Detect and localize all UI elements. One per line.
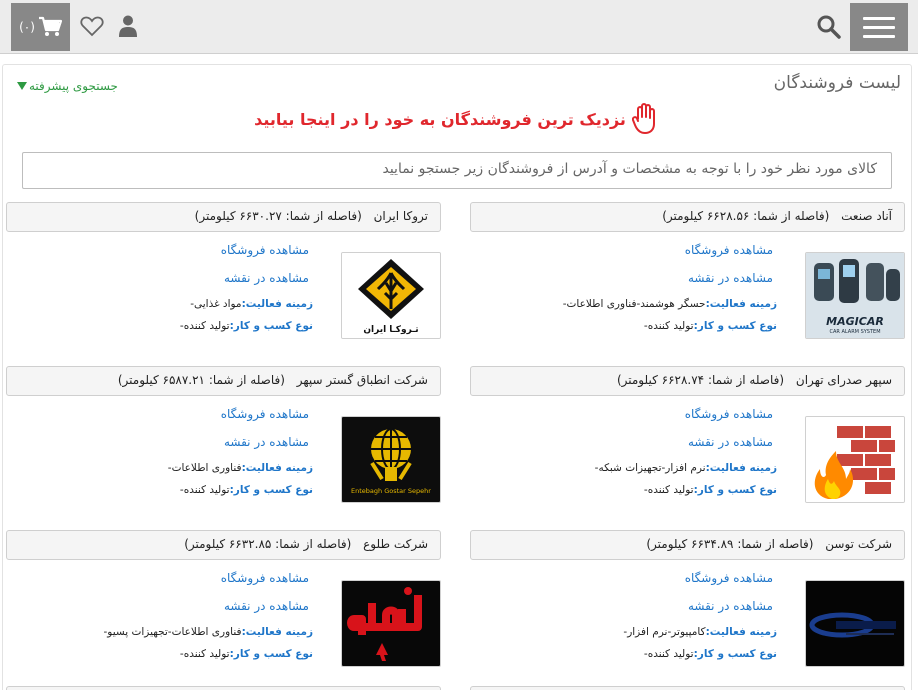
field-value: فناوری اطلاعات-: [167, 462, 242, 474]
field-value: حسگر هوشمند-فناوری اطلاعات-: [562, 298, 706, 310]
view-store-link[interactable]: مشاهده فروشگاه: [220, 571, 309, 585]
view-on-map-link[interactable]: مشاهده در نقشه: [687, 599, 773, 613]
business-label: نوع کسب و کار:: [229, 484, 313, 496]
seller-search-input[interactable]: کالای مورد نظر خود را با توجه به مشخصات و آدرس از فروشندگان زیر جستجو نمایید: [22, 152, 892, 189]
store-distance: (فاصله از شما: ۶۶۲۸.۵۶ کیلومتر): [662, 209, 830, 223]
store-logo-magicar[interactable]: [805, 252, 905, 339]
business-value: تولید کننده-: [643, 648, 694, 660]
store-distance: (فاصله از شما: ۶۶۳۲.۸۵ کیلومتر): [184, 537, 352, 551]
field-label: زمینه فعالیت:: [705, 298, 777, 310]
caret-down-icon: [17, 82, 27, 90]
store-distance: (فاصله از شما: ۶۶۳۴.۸۹ کیلومتر): [646, 537, 814, 551]
business-label: نوع کسب و کار:: [693, 648, 777, 660]
menu-line: [863, 17, 895, 20]
entebagh-logo-text: Entebagh Gostar Sepehr: [351, 487, 431, 495]
business-label: نوع کسب و کار:: [693, 484, 777, 496]
store-header[interactable]: [470, 366, 905, 396]
field-value: کامپیوتر-نرم افزار-: [623, 626, 706, 638]
business-value: تولید کننده-: [643, 320, 694, 332]
view-store-link[interactable]: مشاهده فروشگاه: [684, 243, 773, 257]
field-label: زمینه فعالیت:: [241, 298, 313, 310]
cart-count: (۰): [19, 20, 35, 34]
nearest-sellers-banner: [3, 103, 911, 135]
store-card: [6, 202, 441, 357]
store-card: [470, 530, 905, 685]
store-field: [623, 626, 777, 638]
field-value: نرم افزار-تجهیزات شبکه-: [594, 462, 706, 474]
hand-stop-icon: [632, 103, 660, 135]
business-value: تولید کننده-: [179, 484, 230, 496]
store-card: [6, 530, 441, 685]
cart-button[interactable]: [11, 3, 70, 51]
store-field: [190, 298, 313, 310]
search-icon[interactable]: [816, 14, 842, 40]
view-store-link[interactable]: مشاهده فروشگاه: [220, 243, 309, 257]
business-value: تولید کننده-: [179, 648, 230, 660]
business-value: تولید کننده-: [179, 320, 230, 332]
store-logo-entebagh[interactable]: [341, 416, 441, 503]
nearest-sellers-text: نزدیک ترین فروشندگان به خود را در اینجا بیابید: [254, 109, 626, 129]
store-field: [103, 626, 313, 638]
advanced-search-link[interactable]: [17, 79, 118, 93]
view-on-map-link[interactable]: مشاهده در نقشه: [687, 271, 773, 285]
store-logo-firewall[interactable]: [805, 416, 905, 503]
view-store-link[interactable]: مشاهده فروشگاه: [684, 407, 773, 421]
store-business-type: [180, 484, 313, 496]
view-on-map-link[interactable]: مشاهده در نقشه: [223, 435, 309, 449]
store-business-type: [180, 320, 313, 332]
store-business-type: [644, 484, 777, 496]
view-store-link[interactable]: مشاهده فروشگاه: [684, 571, 773, 585]
field-value: مواد غذایی-: [190, 298, 242, 310]
wishlist-heart-icon[interactable]: [80, 14, 104, 38]
store-name: سپهر صدرای تهران: [795, 373, 892, 387]
view-on-map-link[interactable]: مشاهده در نقشه: [687, 435, 773, 449]
store-name: آناد صنعت: [841, 209, 892, 223]
business-label: نوع کسب و کار:: [693, 320, 777, 332]
store-header[interactable]: [470, 202, 905, 232]
store-logo-tosan[interactable]: [805, 580, 905, 667]
store-distance: (فاصله از شما: ۶۵۸۷.۲۱ کیلومتر): [117, 373, 285, 387]
store-field: [563, 298, 777, 310]
store-card: [470, 366, 905, 521]
store-field: [168, 462, 313, 474]
store-header[interactable]: [6, 530, 441, 560]
store-header[interactable]: [6, 202, 441, 232]
business-value: تولید کننده-: [643, 484, 694, 496]
store-card: [6, 366, 441, 521]
view-store-link[interactable]: مشاهده فروشگاه: [220, 407, 309, 421]
store-distance: (فاصله از شما: ۶۶۳۰.۲۷ کیلومتر): [194, 209, 362, 223]
field-value: فناوری اطلاعات-تجهیزات پسیو-: [103, 626, 242, 638]
field-label: زمینه فعالیت:: [705, 462, 777, 474]
store-business-type: [644, 320, 777, 332]
store-name: تروکا ایران: [373, 209, 428, 223]
store-header-partial: [6, 686, 441, 690]
top-bar: [0, 0, 918, 54]
field-label: زمینه فعالیت:: [705, 626, 777, 638]
store-business-type: [644, 648, 777, 660]
field-label: زمینه فعالیت:: [241, 462, 313, 474]
advanced-search-label: جستجوی پیشرفته: [29, 79, 118, 93]
store-name: شرکت طلوع: [363, 537, 428, 551]
store-header[interactable]: [470, 530, 905, 560]
store-header[interactable]: [6, 366, 441, 396]
view-on-map-link[interactable]: مشاهده در نقشه: [223, 599, 309, 613]
store-name: شرکت انطباق گستر سپهر: [296, 373, 428, 387]
store-field: [595, 462, 777, 474]
view-on-map-link[interactable]: مشاهده در نقشه: [223, 271, 309, 285]
store-distance: (فاصله از شما: ۶۶۲۸.۷۴ کیلومتر): [616, 373, 785, 387]
business-label: نوع کسب و کار:: [229, 320, 313, 332]
magicar-logo-text: MAGICAR: [826, 315, 884, 328]
magicar-logo-subtext: CAR ALARM SYSTEM: [829, 329, 881, 335]
menu-line: [863, 26, 895, 29]
store-logo-troka[interactable]: [341, 252, 441, 339]
business-label: نوع کسب و کار:: [229, 648, 313, 660]
store-card: [470, 202, 905, 357]
troka-logo-text: تـروکـا ایران: [363, 325, 419, 335]
cart-icon: [38, 16, 62, 38]
user-account-icon[interactable]: [118, 14, 138, 38]
hamburger-menu-button[interactable]: [850, 3, 908, 51]
menu-line: [863, 35, 895, 38]
store-logo-tolou[interactable]: [341, 580, 441, 667]
store-name: شرکت توسن: [825, 537, 892, 551]
field-label: زمینه فعالیت:: [241, 626, 313, 638]
store-header-partial: [470, 686, 905, 690]
store-business-type: [180, 648, 313, 660]
page-title: لیست فروشندگان: [773, 73, 901, 93]
